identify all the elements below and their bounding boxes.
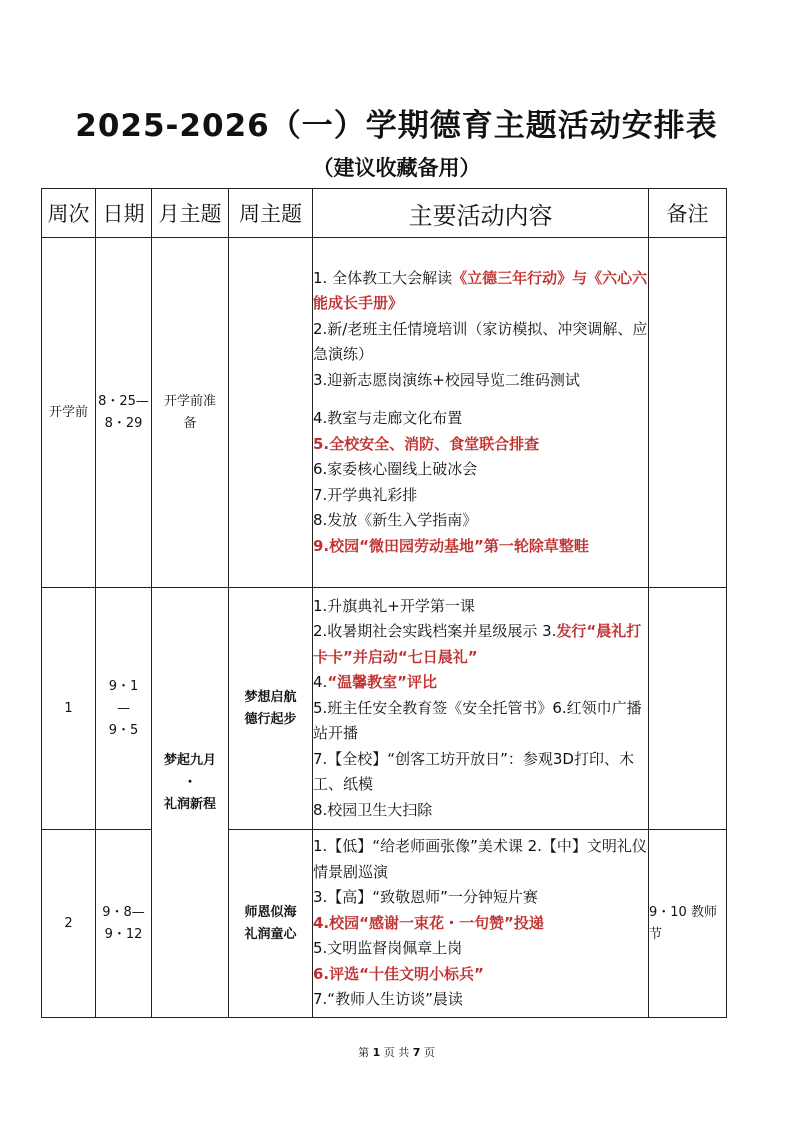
activity-highlight-text: 5.全校安全、消防、食堂联合排查 — [313, 434, 540, 453]
activity-text: 7.开学典礼彩排 — [313, 485, 418, 504]
footer-suffix: 页 — [420, 1046, 435, 1059]
activity-item — [313, 534, 648, 560]
activity-item — [313, 834, 648, 885]
activity-item — [313, 508, 648, 534]
header-notes: 备注 — [649, 189, 727, 238]
footer-total-pages: 7 — [412, 1046, 421, 1059]
activity-text: 2.新/老班主任情境培训（家访模拟、冲突调解、应急演练） — [313, 319, 648, 364]
activity-text: 2.收暑期社会实践档案并星级展示 3. — [313, 622, 557, 641]
activity-item — [313, 885, 648, 911]
week-cell: 开学前 — [42, 238, 96, 588]
month-theme-cell — [152, 238, 229, 588]
footer-prefix: 第 — [358, 1046, 373, 1059]
activity-highlight-text: 4.校园“感谢一束花・一句赞”投递 — [313, 913, 544, 932]
activity-item — [313, 747, 648, 798]
activity-item — [313, 987, 648, 1013]
activity-text: 4. — [313, 673, 328, 692]
activity-text: 3.迎新志愿岗演练+校园导览二维码测试 — [313, 370, 580, 389]
footer-mid: 页 共 — [380, 1046, 413, 1059]
activity-highlight-text: 9.校园“微田园劳动基地”第一轮除草整畦 — [313, 536, 589, 555]
date-cell — [96, 588, 152, 830]
table-header-row — [42, 189, 727, 238]
activity-item — [313, 406, 648, 432]
activity-item — [313, 457, 648, 483]
activity-highlight-text: 发行“晨礼打卡卡”并启动“七日晨礼” — [313, 622, 642, 666]
activities-cell — [313, 588, 649, 830]
note-cell: 9・10 教师节 — [649, 830, 727, 1018]
date-line: 9・8— — [102, 904, 145, 920]
week-theme-cell — [229, 830, 313, 1018]
date-line: — — [117, 700, 130, 716]
week-theme-line: 德行起步 — [244, 711, 297, 727]
week-theme-cell — [229, 238, 313, 588]
week-theme-line: 礼润童心 — [244, 926, 297, 942]
page-subtitle: （建议收藏备用） — [312, 156, 481, 180]
activity-item — [313, 594, 648, 620]
month-theme-line: 开学前准 — [163, 393, 216, 409]
week-cell: 2 — [42, 830, 96, 1018]
header-week: 周次 — [42, 189, 96, 238]
date-line: 9・12 — [104, 926, 143, 942]
week-theme-line: 梦想启航 — [244, 689, 297, 705]
activity-text: 1. 全体教工大会解读 — [313, 268, 453, 287]
header-date: 日期 — [96, 189, 152, 238]
activities-cell — [313, 238, 649, 588]
activity-text: 8.发放《新生入学指南》 — [313, 511, 478, 530]
activity-text: 7.【全校】“创客工坊开放日”：参观3D打印、木工、纸模 — [313, 749, 634, 794]
activity-item — [313, 798, 648, 824]
note-cell — [649, 238, 727, 588]
date-line: 9・1 — [108, 678, 139, 694]
activity-text: 7.“教师人生访谈”晨读 — [313, 990, 463, 1009]
activity-text: 6.家委核心圈线上破冰会 — [313, 460, 478, 479]
schedule-table — [41, 188, 727, 1018]
page-footer — [0, 1044, 793, 1060]
note-cell — [649, 588, 727, 830]
activity-item — [313, 266, 648, 317]
activity-item — [313, 962, 648, 988]
month-theme-cell — [152, 588, 229, 1018]
activities-cell — [313, 830, 649, 1018]
month-theme-line: ・ — [183, 775, 197, 790]
activity-highlight-text: “温馨教室”评比 — [327, 673, 438, 692]
activity-text: 8.校园卫生大扫除 — [313, 800, 433, 819]
activity-item — [313, 619, 648, 670]
date-cell — [96, 238, 152, 588]
activity-text: 3.【高】“致敬恩师”一分钟短片赛 — [313, 888, 538, 907]
header-month-theme: 月主题 — [152, 189, 229, 238]
week-theme-cell — [229, 588, 313, 830]
activity-text: 1.升旗典礼+开学第一课 — [313, 596, 475, 615]
date-line: 8・25— — [98, 393, 149, 409]
activity-item — [313, 670, 648, 696]
activity-highlight-text: 6.评选“十佳文明小标兵” — [313, 964, 484, 983]
table-row — [42, 830, 727, 1018]
table-row — [42, 588, 727, 830]
activity-item — [313, 432, 648, 458]
footer-page-number: 1 — [372, 1046, 381, 1059]
date-cell — [96, 830, 152, 1018]
month-theme-line: 礼润新程 — [163, 797, 216, 812]
activity-item — [313, 936, 648, 962]
activity-text: 1.【低】“给老师画张像”美术课 2.【中】文明礼仪情景剧巡演 — [313, 837, 647, 881]
header-main-activities: 主要活动内容 — [313, 189, 649, 238]
date-line: 8・29 — [104, 415, 143, 431]
activity-item — [313, 696, 648, 747]
month-theme-line: 梦起九月 — [163, 753, 216, 768]
week-cell: 1 — [42, 588, 96, 830]
activity-text: 5.文明监督岗佩章上岗 — [313, 939, 463, 958]
activity-item — [313, 368, 648, 394]
month-theme-line: 备 — [183, 415, 197, 431]
activity-item — [313, 483, 648, 509]
date-line: 9・5 — [108, 722, 139, 738]
page-title: 2025-2026（一）学期德育主题活动安排表 — [75, 108, 718, 144]
activity-item — [313, 317, 648, 368]
activity-text: 5.班主任安全教育签《安全托管书》6.红领巾广播站开播 — [313, 698, 642, 743]
header-week-theme: 周主题 — [229, 189, 313, 238]
activity-highlight-text: 《立德三年行动》与《六心六能成长手册》 — [313, 268, 648, 313]
week-theme-line: 师恩似海 — [244, 904, 297, 920]
activity-text: 4.教室与走廊文化布置 — [313, 409, 463, 428]
table-row — [42, 238, 727, 588]
activity-item — [313, 393, 648, 406]
activity-item — [313, 911, 648, 937]
